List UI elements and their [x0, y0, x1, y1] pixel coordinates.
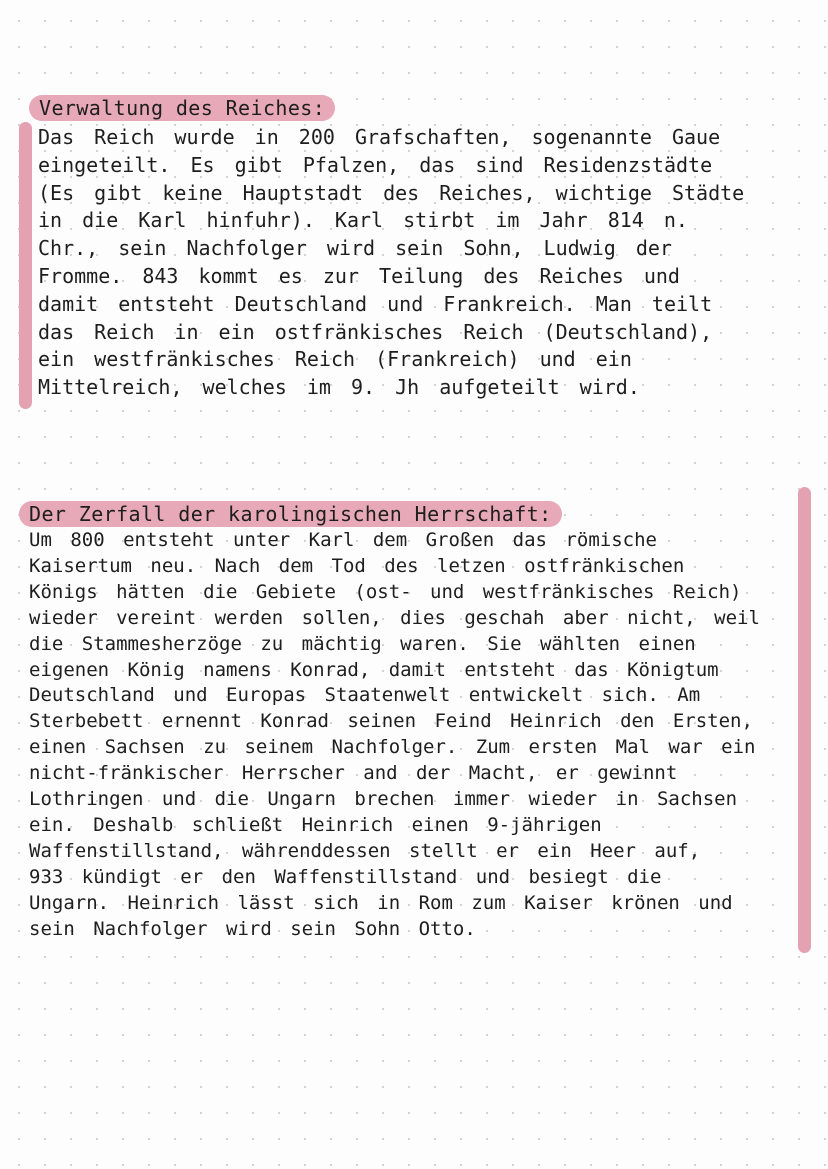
- text-line: Chr., sein Nachfolger wird sein Sohn, Ludwig der: [38, 236, 672, 261]
- text-line: das Reich in ein ostfränkisches Reich (Deutschland),: [38, 319, 713, 344]
- text-line: eingeteilt. Es gibt Pfalzen, das sind Residenzstädte: [38, 152, 713, 177]
- text-line: Waffenstillstand, währenddessen stellt er ein Heer auf,: [29, 839, 701, 862]
- text-line: ein westfränkisches Reich (Frankreich) und ein: [38, 347, 632, 372]
- text-line: Königs hätten die Gebiete (ost- und westfränkisches Reich): [29, 580, 742, 603]
- text-line: Mittelreich, welches im 9. Jh aufgeteilt wird.: [38, 375, 640, 400]
- text-line: Fromme. 843 kommt es zur Teilung des Reiches und: [38, 263, 680, 288]
- section-body-zerfall: [29, 528, 760, 943]
- text-line: einen Sachsen zu seinem Nachfolger. Zum ersten Mal war ein: [29, 736, 756, 759]
- text-line: Lothringen und die Ungarn brechen immer wieder in Sachsen: [29, 788, 738, 811]
- text-line: nicht-fränkischer Herrscher and der Macht, er gewinnt: [29, 762, 678, 785]
- section-heading-verwaltung: Verwaltung des Reiches:: [29, 95, 335, 121]
- text-line: Kaisertum neu. Nach dem Tod des letzen ostfränkischen: [29, 554, 685, 577]
- text-line: sein Nachfolger wird sein Sohn Otto.: [29, 917, 476, 940]
- margin-highlight-bar-right: [798, 487, 811, 953]
- text-line: in die Karl hinfuhr). Karl stirbt im Jahr 814 n.: [38, 208, 688, 233]
- text-line: (Es gibt keine Hauptstadt des Reiches, wichtige Städte: [38, 180, 745, 205]
- text-line: wieder vereint werden sollen, dies geschah aber nicht, weil: [29, 606, 760, 629]
- margin-highlight-bar-left: [19, 122, 32, 409]
- text-line: Um 800 entsteht unter Karl dem Großen das römische: [29, 529, 657, 551]
- section-body-verwaltung: [38, 124, 744, 402]
- section-heading-zerfall: Der Zerfall der karolingischen Herrschaft:: [19, 501, 562, 527]
- text-line: Ungarn. Heinrich lässt sich in Rom zum Kaiser krönen und: [29, 891, 733, 914]
- text-line: Sterbebett ernennt Konrad seinen Feind Heinrich den Ersten,: [29, 710, 753, 733]
- text-line: die Stammesherzöge zu mächtig waren. Sie wählten einen: [29, 632, 696, 655]
- text-line: damit entsteht Deutschland und Frankreich. Man teilt: [38, 291, 713, 316]
- text-line: Deutschland und Europas Staatenwelt entwickelt sich. Am: [29, 684, 701, 707]
- text-line: 933 kündigt er den Waffenstillstand und besiegt die: [29, 865, 662, 888]
- text-line: ein. Deshalb schließt Heinrich einen 9-jährigen: [29, 813, 602, 836]
- text-line: eigenen König namens Konrad, damit entsteht das Königtum: [29, 658, 719, 681]
- text-line: Das Reich wurde in 200 Grafschaften, sogenannte Gaue: [38, 125, 721, 149]
